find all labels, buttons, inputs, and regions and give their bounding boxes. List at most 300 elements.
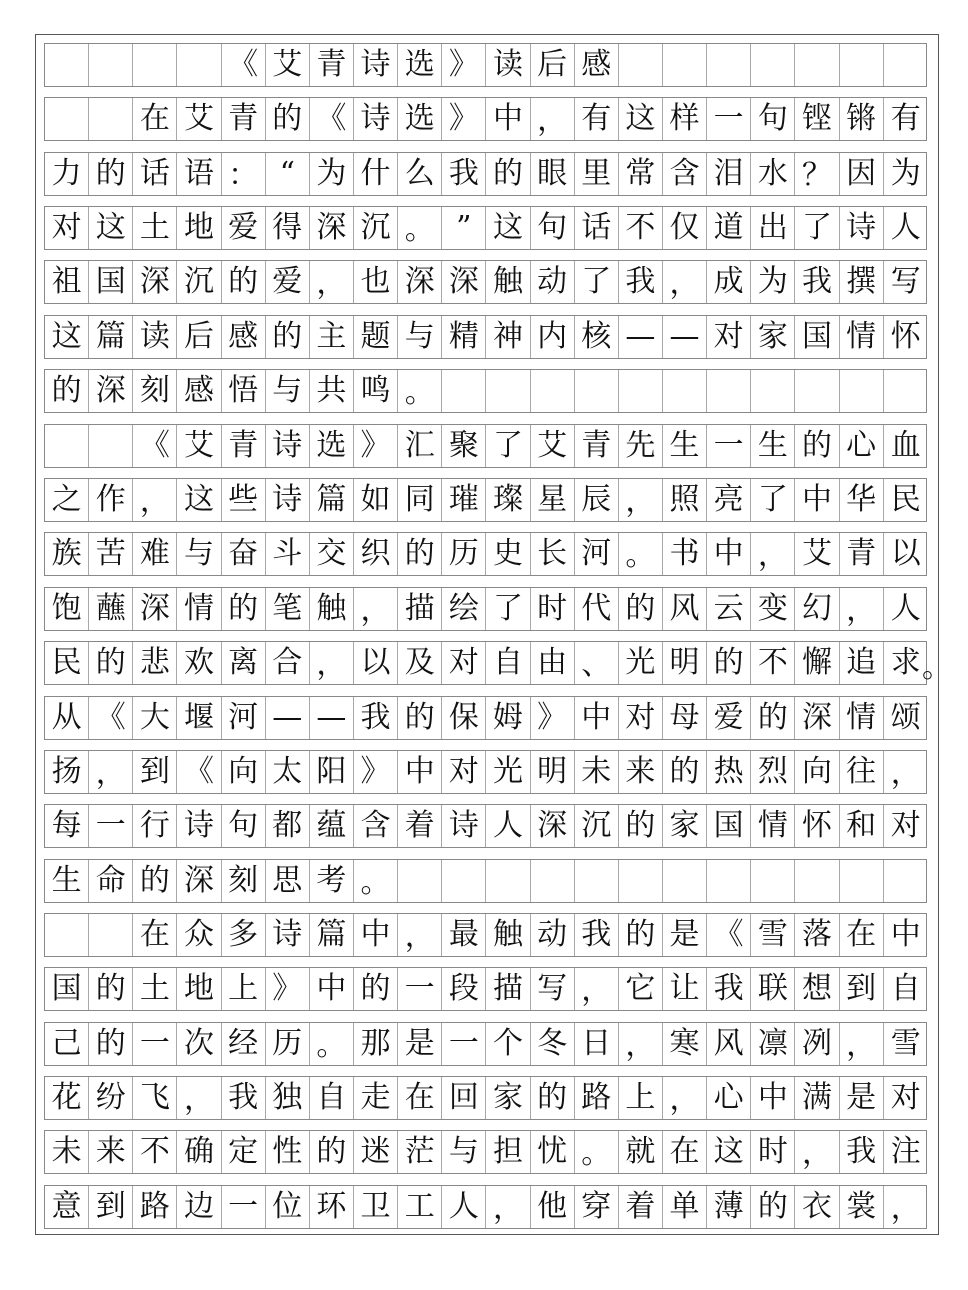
- grid-cell: 它: [619, 968, 663, 1010]
- grid-cell: [619, 860, 663, 902]
- grid-cell: 的: [89, 968, 133, 1010]
- grid-cell: 风: [663, 588, 707, 630]
- grid-cell: 《: [310, 98, 354, 140]
- grid-cell: 云: [707, 588, 751, 630]
- grid-cell: 。: [398, 370, 442, 412]
- grid-cell: 仅: [663, 207, 707, 249]
- grid-cell: 土: [133, 207, 177, 249]
- grid-cell: 在: [663, 1131, 707, 1173]
- grid-cell: 的: [619, 914, 663, 956]
- grid-cell: —: [310, 697, 354, 739]
- grid-cell: 了: [795, 207, 839, 249]
- grid-cell: 堰: [177, 697, 221, 739]
- grid-cell: 时: [751, 1131, 795, 1173]
- grid-cell: 来: [89, 1131, 133, 1173]
- grid-cell: 难: [133, 533, 177, 575]
- grid-cell: 中: [486, 98, 530, 140]
- grid-cell: 汇: [398, 425, 442, 467]
- grid-cell: [884, 370, 928, 412]
- grid-cell: [619, 370, 663, 412]
- grid-cell: 的: [354, 968, 398, 1010]
- grid-cell: [89, 44, 133, 86]
- grid-cell: 里: [575, 153, 619, 195]
- grid-cell: 往: [840, 751, 884, 793]
- grid-cell: 描: [486, 968, 530, 1010]
- grid-cell: 人: [890, 210, 921, 245]
- grid-cell: [795, 44, 839, 86]
- grid-cell: 与: [442, 1131, 486, 1173]
- grid-cell: —: [663, 316, 707, 358]
- grid-cell: 深: [133, 261, 177, 303]
- grid-cell: 青: [840, 533, 884, 575]
- grid-cell: [707, 860, 751, 902]
- grid-cell: [45, 98, 89, 140]
- grid-cell: 篇: [310, 914, 354, 956]
- grid-cell: 在: [398, 1077, 442, 1119]
- grid-cell: 触: [486, 261, 530, 303]
- grid-cell: 生: [45, 860, 89, 902]
- grid-cell: 变: [751, 588, 795, 630]
- grid-cell: 篇: [310, 479, 354, 521]
- grid-cell: 代: [575, 588, 619, 630]
- grid-cell: 热: [707, 751, 751, 793]
- grid-cell: 蕴: [310, 805, 354, 847]
- grid-cell: 深: [398, 261, 442, 303]
- grid-cell: 中: [707, 533, 751, 575]
- grid-cell: 次: [177, 1023, 221, 1065]
- grid-row: [44, 424, 927, 468]
- grid-cell: 》: [442, 44, 486, 86]
- grid-cell: 诗: [266, 479, 310, 521]
- grid-cell: 的: [751, 1186, 795, 1228]
- grid-cell: [884, 860, 928, 902]
- grid-cell: 了: [575, 261, 619, 303]
- grid-cell: 一: [442, 1023, 486, 1065]
- grid-cell: 深: [89, 370, 133, 412]
- grid-cell: 撰: [840, 261, 884, 303]
- grid-cell: [840, 370, 884, 412]
- grid-cell: 句: [751, 98, 795, 140]
- grid-cell: 动: [531, 261, 575, 303]
- grid-cell: 中: [795, 479, 839, 521]
- grid-cell: 斗: [266, 533, 310, 575]
- grid-cell: 铿: [795, 98, 839, 140]
- grid-cell: 我: [354, 697, 398, 739]
- grid-cell: 深: [310, 207, 354, 249]
- grid-cell: 中: [310, 968, 354, 1010]
- grid-cell: 担: [486, 1131, 530, 1173]
- grid-cell: 的: [266, 98, 310, 140]
- grid-cell: 感: [575, 44, 619, 86]
- grid-cell: 单: [663, 1186, 707, 1228]
- grid-cell: 忧: [531, 1131, 575, 1173]
- grid-cell: 祖: [45, 261, 89, 303]
- grid-cell: 对: [890, 808, 921, 843]
- grid-cell: 》: [354, 425, 398, 467]
- grid-cell: 苦: [89, 533, 133, 575]
- grid-cell: 以: [890, 536, 921, 571]
- grid-cell: 爱: [266, 261, 310, 303]
- grid-cell: 经: [222, 1023, 266, 1065]
- grid-cell: [840, 860, 884, 902]
- grid-cell: 有: [890, 101, 921, 136]
- grid-row: [44, 641, 927, 685]
- grid-cell: 璨: [486, 479, 530, 521]
- grid-cell: [707, 370, 751, 412]
- grid-cell: 不: [751, 642, 795, 684]
- grid-cell: 薄: [707, 1186, 751, 1228]
- grid-cell: 题: [354, 316, 398, 358]
- grid-cell: 与: [266, 370, 310, 412]
- grid-cell: 怀: [890, 319, 921, 354]
- grid-cell: 这: [707, 1131, 751, 1173]
- grid-cell: 交: [310, 533, 354, 575]
- grid-cell: ，: [751, 533, 795, 575]
- grid-cell: ，: [619, 479, 663, 521]
- grid-cell: 历: [266, 1023, 310, 1065]
- grid-cell: 性: [266, 1131, 310, 1173]
- grid-cell: ，: [531, 98, 575, 140]
- grid-cell: ，: [133, 479, 177, 521]
- grid-cell: 书: [663, 533, 707, 575]
- grid-cell: ，: [663, 261, 707, 303]
- grid-cell: 之: [45, 479, 89, 521]
- grid-cell: 到: [840, 968, 884, 1010]
- grid-cell: 衣: [795, 1186, 839, 1228]
- grid-cell: 悲: [133, 642, 177, 684]
- grid-cell: [486, 370, 530, 412]
- grid-cell: 了: [751, 479, 795, 521]
- grid-row: [44, 913, 927, 957]
- grid-cell: 的: [619, 588, 663, 630]
- grid-cell: 懈: [795, 642, 839, 684]
- grid-cell: 以: [354, 642, 398, 684]
- grid-cell: 欢: [177, 642, 221, 684]
- grid-cell: 明: [663, 642, 707, 684]
- grid-cell: 那: [354, 1023, 398, 1065]
- grid-cell: 泪: [707, 153, 751, 195]
- grid-cell: 确: [177, 1131, 221, 1173]
- grid-cell: ，: [663, 1077, 707, 1119]
- grid-cell: 明: [531, 751, 575, 793]
- grid-cell: 人: [486, 805, 530, 847]
- grid-cell: 时: [531, 588, 575, 630]
- grid-cell: [89, 914, 133, 956]
- grid-cell: 考: [310, 860, 354, 902]
- grid-cell: 神: [486, 316, 530, 358]
- grid-cell: 中: [751, 1077, 795, 1119]
- grid-cell: 《: [89, 697, 133, 739]
- grid-cell: 青: [310, 44, 354, 86]
- grid-cell: 沉: [354, 207, 398, 249]
- grid-cell: 我: [442, 153, 486, 195]
- grid-cell: 卫: [354, 1186, 398, 1228]
- grid-cell: 刻: [133, 370, 177, 412]
- grid-cell: 诗: [266, 914, 310, 956]
- grid-cell: 就: [619, 1131, 663, 1173]
- grid-cell: 成: [707, 261, 751, 303]
- grid-cell: 我: [840, 1131, 884, 1173]
- grid-cell: 路: [575, 1077, 619, 1119]
- grid-cell: 花: [45, 1077, 89, 1119]
- grid-cell: 离: [222, 642, 266, 684]
- grid-row: [44, 696, 927, 740]
- grid-cell: 家: [486, 1077, 530, 1119]
- grid-cell: 的: [398, 533, 442, 575]
- grid-cell: 中: [575, 697, 619, 739]
- grid-cell: 地: [177, 207, 221, 249]
- grid-cell: 内: [531, 316, 575, 358]
- grid-cell: 合: [266, 642, 310, 684]
- grid-cell: 道: [707, 207, 751, 249]
- grid-cell: 母: [663, 697, 707, 739]
- grid-cell: 飞: [133, 1077, 177, 1119]
- grid-cell: [133, 44, 177, 86]
- grid-cell: 写: [890, 264, 921, 299]
- grid-cell: 思: [266, 860, 310, 902]
- grid-cell: 诗: [354, 44, 398, 86]
- grid-cell: 含: [354, 805, 398, 847]
- grid-cell: 后: [177, 316, 221, 358]
- grid-cell: 一: [398, 968, 442, 1010]
- grid-row: [44, 478, 927, 522]
- grid-cell: 情: [840, 697, 884, 739]
- grid-cell: 未: [45, 1131, 89, 1173]
- grid-cell: 光: [486, 751, 530, 793]
- composition-sheet: [35, 34, 952, 1235]
- grid-cell: —: [266, 697, 310, 739]
- grid-cell: 这: [45, 316, 89, 358]
- grid-cell: ，: [795, 1131, 839, 1173]
- grid-cell: 我: [619, 261, 663, 303]
- grid-row: [44, 804, 927, 848]
- grid-cell: 核: [575, 316, 619, 358]
- grid-row: [44, 1022, 927, 1066]
- grid-cell: 地: [177, 968, 221, 1010]
- grid-cell: 及: [398, 642, 442, 684]
- grid-cell: 心: [707, 1077, 751, 1119]
- grid-cell: 艾: [531, 425, 575, 467]
- grid-cell: 笔: [266, 588, 310, 630]
- grid-cell: 共: [310, 370, 354, 412]
- grid-cell: 璀: [442, 479, 486, 521]
- grid-cell: 诗: [354, 98, 398, 140]
- grid-cell: 的: [222, 588, 266, 630]
- grid-cell: 读: [486, 44, 530, 86]
- grid-cell: 冬: [531, 1023, 575, 1065]
- grid-row: [44, 1185, 927, 1229]
- grid-cell: 国: [45, 968, 89, 1010]
- grid-cell: 怀: [795, 805, 839, 847]
- grid-cell: 到: [133, 751, 177, 793]
- grid-row: [44, 315, 927, 359]
- grid-cell: 华: [840, 479, 884, 521]
- grid-cell: [398, 860, 442, 902]
- grid-row: [44, 206, 927, 250]
- grid-cell: 。: [619, 533, 663, 575]
- grid-cell: 是: [398, 1023, 442, 1065]
- grid-cell: 选: [398, 44, 442, 86]
- grid-cell: ，: [890, 1191, 921, 1226]
- grid-cell: 对: [442, 751, 486, 793]
- grid-cell: 着: [398, 805, 442, 847]
- grid-cell: 深: [133, 588, 177, 630]
- grid-row: [44, 859, 927, 903]
- grid-cell: 读: [133, 316, 177, 358]
- grid-cell: 河: [575, 533, 619, 575]
- grid-cell: 深: [177, 860, 221, 902]
- grid-cell: 刻: [222, 860, 266, 902]
- grid-cell: 的: [795, 425, 839, 467]
- grid-cell: 自: [310, 1077, 354, 1119]
- grid-cell: 织: [354, 533, 398, 575]
- grid-cell: 诗: [266, 425, 310, 467]
- grid-cell: 诗: [177, 805, 221, 847]
- grid-cell: 幻: [795, 588, 839, 630]
- grid-cell: ，: [310, 261, 354, 303]
- grid-cell: [840, 44, 884, 86]
- grid-cell: 的: [266, 316, 310, 358]
- grid-cell: 大: [133, 697, 177, 739]
- grid-cell: 的: [133, 860, 177, 902]
- grid-cell: 。: [398, 207, 442, 249]
- grid-cell: 饱: [45, 588, 89, 630]
- grid-cell: 太: [266, 751, 310, 793]
- grid-cell: 感: [222, 316, 266, 358]
- grid-cell: [89, 425, 133, 467]
- grid-cell: 鸣: [354, 370, 398, 412]
- grid-cell: 眼: [531, 153, 575, 195]
- grid-cell: 与: [177, 533, 221, 575]
- grid-cell: 路: [133, 1186, 177, 1228]
- grid-row: [44, 1076, 927, 1120]
- grid-cell: 爱: [222, 207, 266, 249]
- grid-cell: 样: [663, 98, 707, 140]
- grid-cell: 生: [663, 425, 707, 467]
- grid-cell: 诗: [840, 207, 884, 249]
- grid-cell: [45, 425, 89, 467]
- grid-cell: 中: [890, 917, 921, 952]
- grid-cell: 裳: [840, 1186, 884, 1228]
- grid-cell: 注: [890, 1134, 921, 1169]
- grid-cell: 中: [398, 751, 442, 793]
- grid-cell: 环: [310, 1186, 354, 1228]
- grid-cell: 不: [133, 1131, 177, 1173]
- grid-cell: [486, 860, 530, 902]
- grid-cell: 这: [89, 207, 133, 249]
- grid-cell: 青: [222, 98, 266, 140]
- grid-cell: 触: [310, 588, 354, 630]
- grid-cell: 对: [442, 642, 486, 684]
- grid-cell: 常: [619, 153, 663, 195]
- grid-cell: 血: [890, 428, 921, 463]
- grid-cell: 与: [398, 316, 442, 358]
- grid-cell: 向: [795, 751, 839, 793]
- grid-cell: 、: [575, 642, 619, 684]
- grid-cell: [45, 914, 89, 956]
- grid-cell: —: [619, 316, 663, 358]
- grid-cell: 定: [222, 1131, 266, 1173]
- grid-cell: 的: [89, 642, 133, 684]
- grid-cell: 描: [398, 588, 442, 630]
- grid-cell: 最: [442, 914, 486, 956]
- grid-cell: ，: [486, 1186, 530, 1228]
- grid-cell: 我: [222, 1077, 266, 1119]
- grid-row: [44, 369, 927, 413]
- grid-cell: [751, 860, 795, 902]
- grid-cell: 上: [222, 968, 266, 1010]
- grid-cell: ，: [619, 1023, 663, 1065]
- grid-cell: 回: [442, 1077, 486, 1119]
- grid-cell: 追: [840, 642, 884, 684]
- grid-cell: 。: [310, 1023, 354, 1065]
- grid-cell: 情: [840, 316, 884, 358]
- grid-cell: 族: [45, 533, 89, 575]
- grid-cell: 未: [575, 751, 619, 793]
- grid-cell: ，: [840, 1023, 884, 1065]
- grid-cell: 的: [751, 697, 795, 739]
- grid-cell: ，: [177, 1077, 221, 1119]
- grid-cell: 穿: [575, 1186, 619, 1228]
- grid-cell: 艾: [177, 425, 221, 467]
- grid-cell: 多: [222, 914, 266, 956]
- grid-cell: [45, 44, 89, 86]
- grid-cell: 悟: [222, 370, 266, 412]
- grid-cell: 也: [354, 261, 398, 303]
- grid-cell: 位: [266, 1186, 310, 1228]
- grid-cell: 光: [619, 642, 663, 684]
- grid-cell: 生: [751, 425, 795, 467]
- grid-cell: 》: [442, 98, 486, 140]
- grid-cell: 亮: [707, 479, 751, 521]
- grid-cell: 主: [310, 316, 354, 358]
- grid-row: [44, 97, 927, 141]
- grid-cell: ，: [89, 751, 133, 793]
- grid-cell: 众: [177, 914, 221, 956]
- grid-cell: 作: [89, 479, 133, 521]
- grid-cell: 《: [133, 425, 177, 467]
- grid-cell: 语: [177, 153, 221, 195]
- grid-cell: 先: [619, 425, 663, 467]
- grid-cell: 选: [398, 98, 442, 140]
- grid-cell: 日: [575, 1023, 619, 1065]
- grid-cell: 这: [619, 98, 663, 140]
- grid-cell: 我: [707, 968, 751, 1010]
- grid-cell: 不: [619, 207, 663, 249]
- grid-cell: 的: [89, 1023, 133, 1065]
- grid-cell: 有: [575, 98, 619, 140]
- grid-cell: 茫: [398, 1131, 442, 1173]
- grid-cell: 精: [442, 316, 486, 358]
- grid-cell: 在: [133, 914, 177, 956]
- grid-cell: 触: [486, 914, 530, 956]
- grid-cell: 。: [354, 860, 398, 902]
- grid-cell: 河: [222, 697, 266, 739]
- grid-cell: 凛: [751, 1023, 795, 1065]
- grid-cell: 向: [222, 751, 266, 793]
- grid-cell: 《: [177, 751, 221, 793]
- grid-cell: 这: [486, 207, 530, 249]
- grid-cell: 得: [266, 207, 310, 249]
- grid-cell: 国: [707, 805, 751, 847]
- grid-cell: 奋: [222, 533, 266, 575]
- grid-cell: 史: [486, 533, 530, 575]
- grid-cell: 蘸: [89, 588, 133, 630]
- grid-cell: 心: [840, 425, 884, 467]
- grid-row: [44, 260, 927, 304]
- grid-cell: 土: [133, 968, 177, 1010]
- grid-cell: 家: [751, 316, 795, 358]
